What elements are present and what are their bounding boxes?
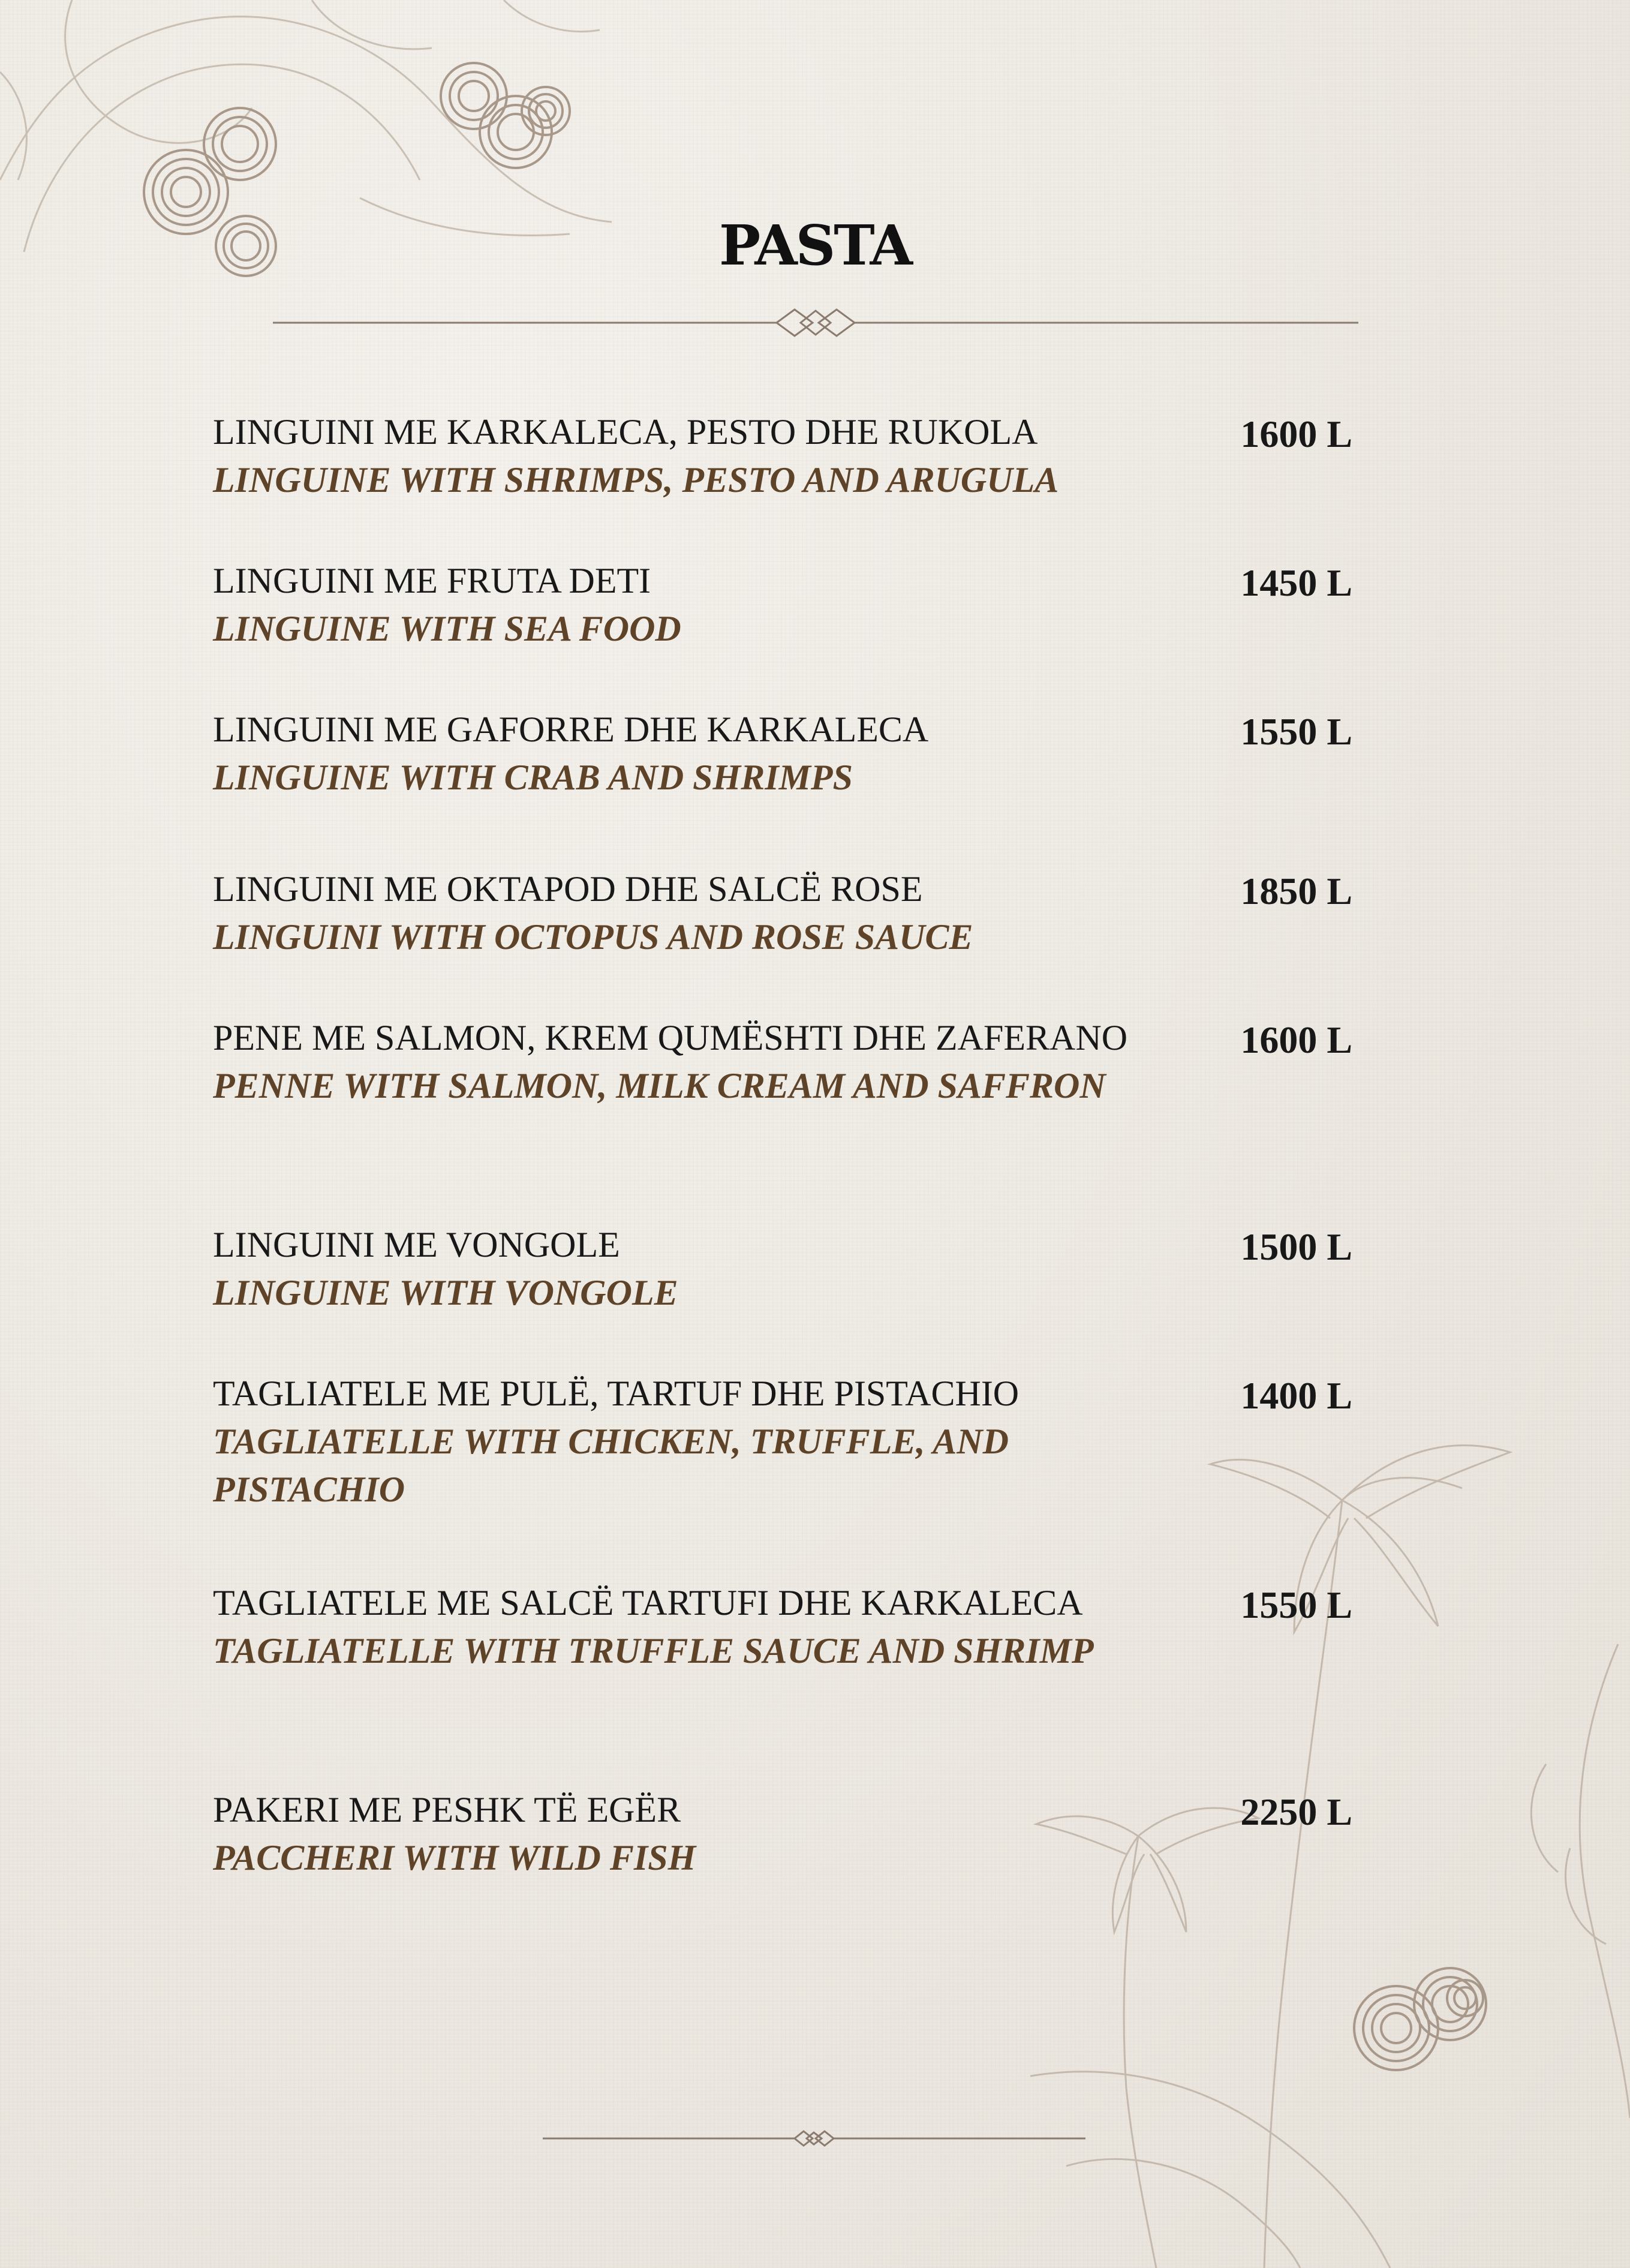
item-translation: PENNE WITH SALMON, MILK CREAM AND SAFFRON xyxy=(213,1066,1106,1106)
item-translation: PACCHERI WITH WILD FISH xyxy=(213,1838,696,1878)
page-title: PASTA xyxy=(718,213,912,278)
item-price: 1600 L xyxy=(1240,1019,1352,1061)
menu-item xyxy=(213,865,1352,961)
item-name: LINGUINI ME OKTAPOD DHE SALCË ROSE xyxy=(213,869,923,909)
menu-item xyxy=(213,1579,1352,1675)
item-name: LINGUINI ME KARKALECA, PESTO DHE RUKOLA xyxy=(213,412,1038,452)
item-translation: TAGLIATELLE WITH TRUFFLE SAUCE AND SHRIMP xyxy=(213,1631,1094,1671)
menu-item xyxy=(213,1221,1352,1317)
item-translation: LINGUINE WITH SEA FOOD xyxy=(213,609,681,648)
menu-item xyxy=(213,1369,1352,1513)
item-name: TAGLIATELE ME PULË, TARTUF DHE PISTACHIO xyxy=(213,1374,1019,1413)
item-price: 1600 L xyxy=(1240,413,1352,455)
item-price: 1550 L xyxy=(1240,710,1352,753)
item-price: 1400 L xyxy=(1240,1374,1352,1417)
item-name: LINGUINI ME GAFORRE DHE KARKALECA xyxy=(213,710,929,749)
item-price: 1450 L xyxy=(1240,561,1352,604)
menu-item xyxy=(213,1014,1352,1110)
item-price: 1500 L xyxy=(1240,1225,1352,1268)
divider-bottom xyxy=(543,2126,1085,2150)
item-name: LINGUINI ME VONGOLE xyxy=(213,1225,620,1264)
item-name: LINGUINI ME FRUTA DETI xyxy=(213,561,651,600)
menu-item xyxy=(213,557,1352,653)
item-price: 1550 L xyxy=(1240,1584,1352,1626)
item-price: 1850 L xyxy=(1240,870,1352,912)
item-translation: LINGUINE WITH CRAB AND SHRIMPS xyxy=(213,758,853,797)
item-name: PENE ME SALMON, KREM QUMËSHTI DHE ZAFERANO xyxy=(213,1018,1128,1058)
item-translation: LINGUINE WITH SHRIMPS, PESTO AND ARUGULA xyxy=(213,460,1059,500)
item-translation: LINGUINI WITH OCTOPUS AND ROSE SAUCE xyxy=(213,917,973,957)
menu-item xyxy=(213,408,1352,504)
item-price: 2250 L xyxy=(1240,1791,1352,1833)
menu-item xyxy=(213,705,1352,801)
item-name: TAGLIATELE ME SALCË TARTUFI DHE KARKALECA xyxy=(213,1583,1083,1623)
divider-top xyxy=(273,305,1358,341)
menu-item xyxy=(213,1786,1352,1882)
ornament-swirl-top-left xyxy=(0,0,660,336)
item-name: PAKERI ME PESHK TË EGËR xyxy=(213,1790,681,1830)
item-translation: LINGUINE WITH VONGOLE xyxy=(213,1273,678,1312)
item-translation: TAGLIATELLE WITH CHICKEN, TRUFFLE, AND PISTACHIO xyxy=(213,1422,1009,1509)
